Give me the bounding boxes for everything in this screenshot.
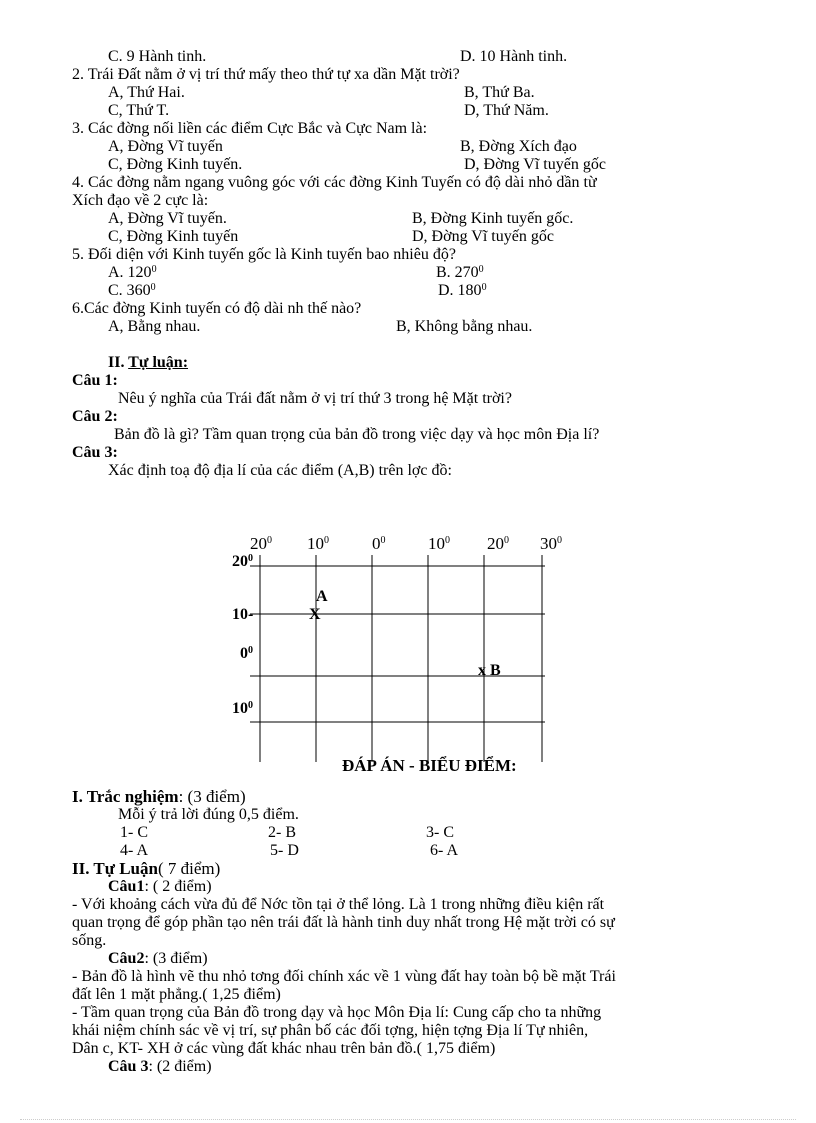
question-2: 2. Trái Đất nằm ở vị trí thứ mấy theo thứ tự xa dần Mặt trời?: [72, 66, 460, 83]
answer-c1-line-2: quan trọng để góp phần tạo nên trái đất là hành tinh duy nhất trong Hệ mặt trời có sự: [72, 914, 615, 931]
degree-mark: 0: [478, 264, 484, 275]
q1-option-c: C. 9 Hành tinh.: [108, 48, 207, 65]
essay-q3-label: Câu 3:: [72, 444, 118, 461]
essay-q1-text: Nêu ý nghĩa của Trái đất nằm ở vị trí thứ 3 trong hệ Mặt trời?: [118, 390, 512, 407]
top-label-30e: $30^0$: [540, 534, 562, 553]
answer-c1-line-1: - Với khoảng cách vừa đủ để Nớc tồn tại ở thể lỏng. Là 1 trong những điều kiện rất: [72, 896, 605, 913]
answer-6: 6- A: [430, 842, 458, 859]
point-a-marker: X: [309, 606, 321, 623]
essay-q2-text: Bản đồ là gì? Tầm quan trọng của bản đồ trong việc dạy và học môn Địa lí?: [114, 426, 600, 443]
page-footer-divider: [20, 1119, 796, 1120]
answer-c2-line-4: khái niệm chính sác về vị trí, sự phân bố các đối tợng, hiện tợng Địa lí Tự nhiên,: [72, 1022, 589, 1039]
degree-mark: 0: [150, 282, 156, 293]
q2-option-a: A, Thứ Hai.: [108, 84, 185, 101]
essay-q2-label: Câu 2:: [72, 408, 118, 425]
point-b-label: x B: [478, 662, 501, 679]
q4-option-d: D, Đờng Vĩ tuyến gốc: [412, 228, 554, 245]
answer-section-1-note: Mỗi ý trả lời đúng 0,5 điểm.: [118, 806, 299, 823]
question-5: 5. Đối diện với Kinh tuyến gốc là Kinh tuyến bao nhiêu độ?: [72, 246, 456, 263]
q5-option-b: B. $270^0$: [436, 264, 484, 281]
question-4-line-2: Xích đạo về 2 cực là:: [72, 192, 209, 209]
q6-option-b: B, Không bằng nhau.: [396, 318, 533, 335]
essay-heading: II. Tự luận:: [108, 354, 189, 371]
answer-c2-line-3: - Tầm quan trọng của Bản đồ trong dạy và học Môn Địa lí: Cung cấp cho ta những: [72, 1004, 602, 1021]
answer-c1-heading: Câu1: ( 2 điểm): [108, 878, 212, 895]
answer-c3-heading: Câu 3: (2 điểm): [108, 1058, 212, 1075]
top-label-20e: $20^0$: [487, 534, 509, 553]
top-label-10w: $10^0$: [307, 534, 329, 553]
answer-c1-line-3: sống.: [72, 932, 107, 949]
answer-c2-line-2: đất lên 1 mặt phẳng.( 1,25 điểm): [72, 986, 281, 1003]
q3-option-a: A, Đờng Vĩ tuyến: [108, 138, 223, 155]
question-6: 6.Các đờng Kinh tuyến có độ dài nh thế nào?: [72, 300, 362, 317]
answer-c2-line-1: - Bản đồ là hình vẽ thu nhỏ tơng đối chính xác về 1 vùng đất hay toàn bộ bề mặt Trái: [72, 968, 616, 985]
answer-1: 1- C: [120, 824, 148, 841]
degree-mark: 0: [481, 282, 487, 293]
answer-section-2-heading: II. Tự Luận( 7 điểm): [72, 859, 221, 878]
q2-option-b: B, Thứ Ba.: [464, 84, 535, 101]
left-label-0: $0^0$: [240, 645, 253, 662]
q2-option-c: C, Thứ T.: [108, 102, 170, 119]
essay-q1-label: Câu 1:: [72, 372, 118, 389]
answer-c2-heading: Câu2: (3 điểm): [108, 950, 208, 967]
left-label-20n: $20^0$: [232, 553, 253, 570]
essay-q3-text: Xác định toạ độ địa lí của các điểm (A,B) trên lợc đồ:: [108, 462, 452, 479]
q6-option-a: A, Bằng nhau.: [108, 318, 201, 335]
answer-section-1-heading: I. Trắc nghiệm: (3 điểm): [72, 787, 246, 806]
answer-c2-line-5: Dân c, KT- XH ở các vùng đất khác nhau trên bản đồ.( 1,75 điểm): [72, 1040, 496, 1057]
answer-3: 3- C: [426, 824, 454, 841]
q3-option-b: B, Đờng Xích đạo: [460, 138, 577, 155]
top-label-0: $0^0$: [372, 534, 386, 553]
top-label-20w: $20^0$: [250, 534, 272, 553]
question-4-line-1: 4. Các đờng nằm ngang vuông góc với các đờng Kinh Tuyến có độ dài nhỏ dần từ: [72, 174, 597, 191]
degree-mark: 0: [151, 264, 157, 275]
q5-option-a: A. $120^0$: [108, 264, 157, 281]
q4-option-a: A, Đờng Vĩ tuyến.: [108, 210, 227, 227]
q4-option-c: C, Đờng Kinh tuyến: [108, 228, 239, 245]
answer-key-title: ĐÁP ÁN - BIỂU ĐIỂM:: [342, 756, 517, 775]
answer-2: 2- B: [268, 824, 296, 841]
q1-option-d: D. 10 Hành tinh.: [460, 48, 568, 65]
q3-option-d: D, Đờng Vĩ tuyến gốc: [464, 156, 606, 173]
q5-option-c: C. $360^0$: [108, 282, 156, 299]
left-label-10s: $10^0$: [232, 700, 253, 717]
left-label-10n: 10-: [232, 606, 254, 623]
answer-4: 4- A: [120, 842, 148, 859]
answer-5: 5- D: [270, 842, 299, 859]
q4-option-b: B, Đờng Kinh tuyến gốc.: [412, 210, 574, 227]
q2-option-d: D, Thứ Năm.: [464, 102, 549, 119]
q5-option-d: D. $180^0$: [438, 282, 487, 299]
question-3: 3. Các đờng nối liền các điểm Cực Bắc và Cực Nam là:: [72, 120, 428, 137]
top-label-10e: $10^0$: [428, 534, 450, 553]
q3-option-c: C, Đờng Kinh tuyến.: [108, 156, 243, 173]
point-a-label: A: [316, 588, 328, 605]
